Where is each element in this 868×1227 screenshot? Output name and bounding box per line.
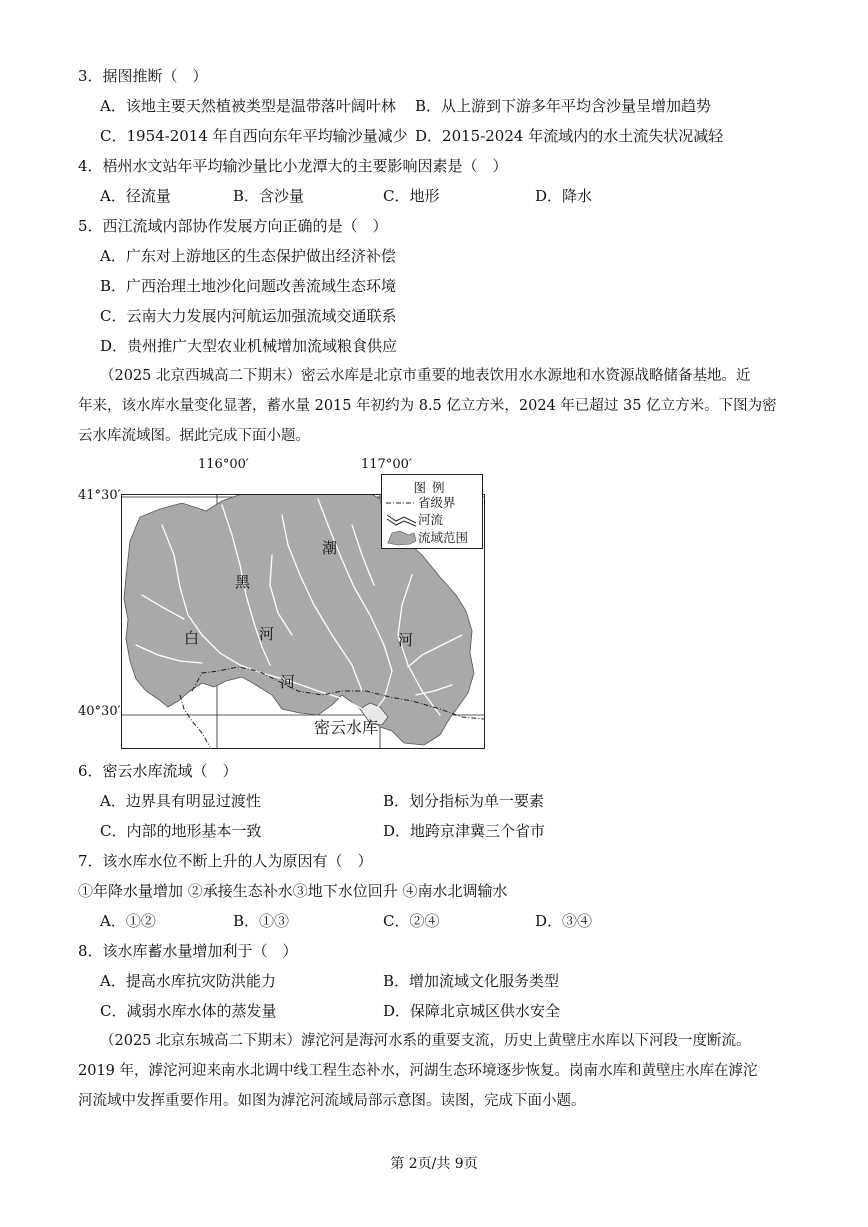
q4-option-a: A．径流量 <box>100 187 171 205</box>
q5-stem: 5．西江流域内部协作发展方向正确的是（ ） <box>78 217 388 235</box>
map-label-reservoir: 密云水库 <box>314 718 379 737</box>
q6-option-a: A．边界具有明显过渡性 <box>100 792 261 810</box>
page-footer: 第 2页/共 9页 <box>390 1156 478 1172</box>
legend-label-river: 河流 <box>418 512 444 527</box>
q3-option-a: A．该地主要天然植被类型是温带落叶阔叶林 <box>100 97 396 115</box>
provincial-boundary <box>180 695 210 747</box>
q5-option-a: A．广东对上游地区的生态保护做出经济补偿 <box>100 247 396 265</box>
passage2-line2: 2019 年，滹沱河迎来南水北调中线工程生态补水，河湖生态环境逐步恢复。岗南水库和黄壁庄水库在滹沱 <box>78 1063 758 1079</box>
passage2-line1: （2025 北京东城高二下期末）滹沱河是海河水系的重要支流，历史上黄壁庄水库以下河段一度断流。 <box>100 1033 751 1049</box>
legend-label-boundary: 省级界 <box>418 495 456 510</box>
q7-option-d: D．③④ <box>535 912 593 930</box>
q7-option-a: A．①② <box>100 912 156 930</box>
passage2-line3: 河流域中发挥重要作用。如图为滹沱河流域局部示意图。读图，完成下面小题。 <box>78 1093 586 1109</box>
q6-option-c: C．内部的地形基本一致 <box>100 822 262 840</box>
q6-option-b: B．划分指标为单一要素 <box>383 792 545 810</box>
q3-stem: 3．据图推断（ ） <box>78 67 208 85</box>
q6-option-d: D．地跨京津冀三个省市 <box>383 822 546 840</box>
q4-option-d: D．降水 <box>535 187 593 205</box>
q8-option-d: D．保障北京城区供水安全 <box>383 1002 561 1020</box>
legend-row-basin <box>382 529 482 546</box>
q3-option-b: B．从上游到下游多年平均含沙量呈增加趋势 <box>415 97 712 115</box>
lat-label-top: 41°30′ <box>78 488 121 503</box>
basin-symbol-icon <box>384 529 418 546</box>
q7-option-c: C．②④ <box>383 912 440 930</box>
q7-items: ①年降水量增加 ②承接生态补水③地下水位回升 ④南水北调输水 <box>78 882 508 900</box>
q5-option-d: D．贵州推广大型农业机械增加流域粮食供应 <box>100 337 398 355</box>
q5-option-c: C．云南大力发展内河航运加强流域交通联系 <box>100 307 397 325</box>
lat-label-bottom: 40°30′ <box>78 704 121 719</box>
q8-option-b: B．增加流域文化服务类型 <box>383 972 560 990</box>
legend-row-boundary <box>382 494 482 511</box>
passage1-line1: （2025 北京西城高二下期末）密云水库是北京市重要的地表饮用水水源地和水资源战略储备基地。近 <box>100 368 751 384</box>
q4-stem: 4．梧州水文站年平均输沙量比小龙潭大的主要影响因素是（ ） <box>78 157 508 175</box>
q5-option-b: B．广西治理土地沙化问题改善流域生态环境 <box>100 277 397 295</box>
map-label-he-hei: 河 <box>259 625 275 643</box>
q7-stem: 7．该水库水位不断上升的人为原因有（ ） <box>78 852 373 870</box>
q8-option-a: A．提高水库抗灾防洪能力 <box>100 972 276 990</box>
q8-option-c: C．减弱水库水体的蒸发量 <box>100 1002 277 1020</box>
q4-option-c: C．地形 <box>383 187 440 205</box>
q4-option-b: B．含沙量 <box>233 187 305 205</box>
lon-label-right: 117°00′ <box>361 457 412 472</box>
q3-option-c: C．1954-2014 年自西向东年平均输沙量减少 <box>100 127 408 145</box>
river-symbol-icon <box>384 511 418 528</box>
map-label-chao: 潮 <box>322 539 338 557</box>
map-label-bai: 白 <box>184 629 200 647</box>
map-label-hei: 黑 <box>235 573 251 591</box>
q6-stem: 6．密云水库流域（ ） <box>78 762 238 780</box>
q7-option-b: B．①③ <box>233 912 290 930</box>
passage1-line2: 年来，该水库水量变化显著，蓄水量 2015 年初约为 8.5 亿立方米，2024 年已超过 35 亿立方米。下图为密 <box>78 398 777 414</box>
map-label-he-bai: 河 <box>280 673 296 691</box>
passage1-line3: 云水库流域图。据此完成下面小题。 <box>78 428 310 444</box>
legend-label-basin: 流域范围 <box>418 530 469 545</box>
q3-option-d: D．2015-2024 年流域内的水土流失状况减轻 <box>415 127 724 145</box>
map-legend <box>381 474 483 549</box>
boundary-symbol-icon <box>384 494 418 511</box>
legend-row-river <box>382 511 482 528</box>
map-label-he-chao: 河 <box>398 631 414 649</box>
lon-label-left: 116°00′ <box>198 457 249 472</box>
q8-stem: 8．该水库蓄水量增加利于（ ） <box>78 942 298 960</box>
legend-title: 图例 <box>413 480 451 495</box>
